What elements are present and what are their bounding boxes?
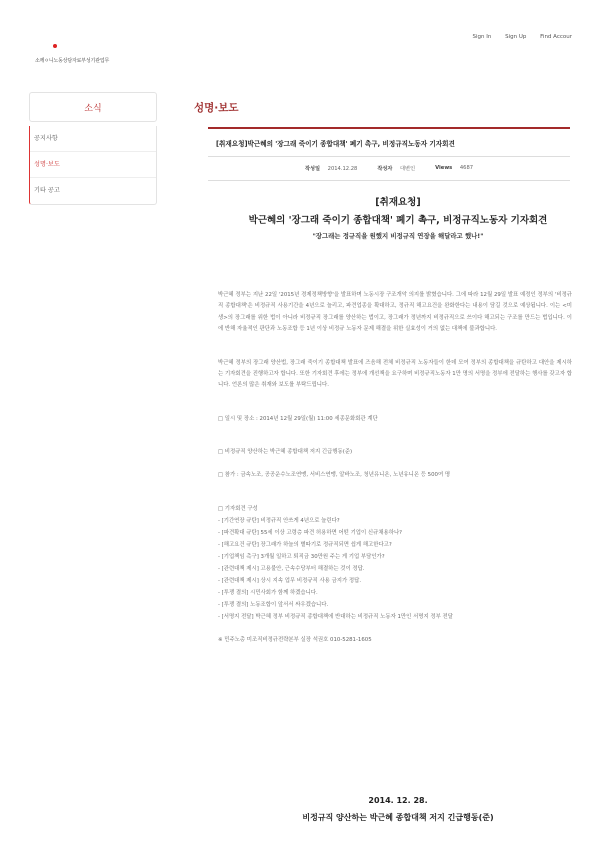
article-body bbox=[218, 290, 572, 668]
list-item: - [관련대책 제시] 고용불안, 근속수당부터 해결하는 것이 정답. bbox=[218, 566, 365, 573]
list-item: - [서명지 전달] 박근혜 정부 비정규직 종합대책에 반대하는 비정규직 노동자 1만인 서명지 정부 전달 bbox=[218, 614, 453, 621]
divider bbox=[208, 156, 570, 157]
find-account-link[interactable]: Find Accour bbox=[540, 34, 572, 40]
logo-dot-icon[interactable] bbox=[53, 44, 57, 48]
author-label: 작성자 bbox=[377, 166, 393, 172]
sign-in-link[interactable]: Sign In bbox=[472, 34, 492, 40]
list-item: - [파견확대 규탄] 55세 이상 고령층 파견 허용하면 어떤 기업이 신규채용하나? bbox=[218, 530, 403, 537]
divider bbox=[208, 180, 570, 181]
sidebar-item-press[interactable]: 성명·보도 bbox=[30, 152, 156, 178]
article-subject: [취재요청]박근혜의 '장그래 죽이기 종합대책' 폐기 촉구, 비정규직노동자 기자회견 bbox=[216, 140, 455, 148]
article-header bbox=[208, 127, 570, 181]
views-label: Views bbox=[435, 165, 453, 171]
event-when: □ 일시 및 장소 : 2014년 12월 29일(월) 11:00 세종문화회관 계단 bbox=[218, 415, 378, 422]
list-item: - [해고요건 규탄] 장그래가 하늘의 별따기로 정규직되면 쉽게 해고한다고? bbox=[218, 542, 392, 549]
composition-list bbox=[218, 503, 572, 623]
paragraph: 박근혜 정부의 장그래 양산법, 장그래 죽이기 종합대책 발표에 즈음해 전체 비정규직 노동자들이 한데 모여 정부의 종합대책을 규탄하고 대안을 제시하는 기자회견을 진행하고자 합니다. 또한 기자회견 후에는 정부에 개선책을 요구하며 비정규직노동자 1만 명의 서명을 정부에 전달하는 행사를 갖고자 합니다. 언론의 많은 취재와 보도를 부탁드립니다. bbox=[218, 359, 572, 389]
body-title bbox=[218, 194, 578, 240]
list-item: - [관련대책 제시] 상시 지속 업무 비정규직 사용 금지가 정답. bbox=[218, 578, 362, 585]
header-bar bbox=[208, 127, 570, 129]
sign-date: 2014. 12. 28. bbox=[368, 796, 428, 805]
sidebar-menu bbox=[29, 126, 157, 205]
list-item: - [기간연장 규탄] 비정규직 안쓰게 4년으로 늘린다? bbox=[218, 518, 340, 525]
top-nav bbox=[461, 34, 572, 40]
sign-org: 비정규직 양산하는 박근혜 종합대책 저지 긴급행동(준) bbox=[302, 813, 494, 822]
article-meta bbox=[208, 165, 570, 172]
body-quote: "장그래는 정규직을 원했지 비정규직 연장을 해달라고 했나!" bbox=[312, 232, 484, 240]
list-item: - [투쟁 결의] 시민사회가 함께 하겠습니다. bbox=[218, 590, 318, 597]
sidebar bbox=[29, 92, 157, 205]
contact: ※ 민주노총 미조직비정규전략본부 실장 석권호 010-5281-1605 bbox=[218, 637, 372, 644]
author-value: 대변인 bbox=[400, 166, 416, 172]
date-label: 작성일 bbox=[304, 166, 320, 172]
sign-up-link[interactable]: Sign Up bbox=[505, 34, 527, 40]
paragraph: 박근혜 정부는 지난 22일 '2015년 경제정책방향'을 발표하며 노동시장 구조개악 의지를 밝혔습니다. 그에 따라 12월 29일 발표 예정인 정부의 '비정규직 종합대책'은 비정규직 사용기간을 4년으로 늘리고, 파견업종을 확대하고, 정규직 해고요건을 완화한다는 내용이 담길 것으로 예상됩니다. 이는 <미생>의 장그래를 위한 법이 아니라 비정규직 장그래를 양산하는 법이고, 장그래가 정년까지 비정규직으로 쓰이다 해고되는 구조를 만드는 법입니다. 이에 반해 자율적인 판단과 노동조합 등 1년 이상 비정규 노동자 문제 해결을 위한 실효성이 거의 없는 대책에 불과합니다. bbox=[218, 292, 572, 333]
event-host: □ 비정규직 양산하는 박근혜 종합대책 저지 긴급행동(준) bbox=[218, 449, 353, 456]
site-name[interactable]: 소께ㅇ니노동상담자료부성기관업무 bbox=[35, 58, 110, 64]
body-headline: 박근혜의 '장그래 죽이기 종합대책' 폐기 촉구, 비정규직노동자 기자회견 bbox=[248, 215, 548, 226]
body-tag: [취재요청] bbox=[375, 197, 421, 208]
sidebar-item-notice[interactable]: 공지사항 bbox=[30, 126, 156, 152]
page-title: 성명·보도 bbox=[194, 102, 239, 114]
event-participants: □ 참가 : 금속노조, 공공운수노조연맹, 서비스연맹, 알바노조, 청년유니온, 노년유니온 등 500여 명 bbox=[218, 471, 451, 478]
composition-title: □ 기자회견 구성 bbox=[218, 506, 258, 513]
list-item: - [기업책임 촉구] 3개월 일하고 퇴직금 30만원 주는 게 기업 부담인가? bbox=[218, 554, 385, 561]
sidebar-title: 소식 bbox=[29, 92, 157, 122]
list-item: - [투쟁 결의] 노동조합이 앞서서 싸우겠습니다. bbox=[218, 602, 329, 609]
date-value: 2014.12.28 bbox=[327, 166, 358, 172]
sidebar-item-other[interactable]: 기타 공고 bbox=[34, 187, 60, 194]
views-value: 4687 bbox=[459, 165, 474, 171]
